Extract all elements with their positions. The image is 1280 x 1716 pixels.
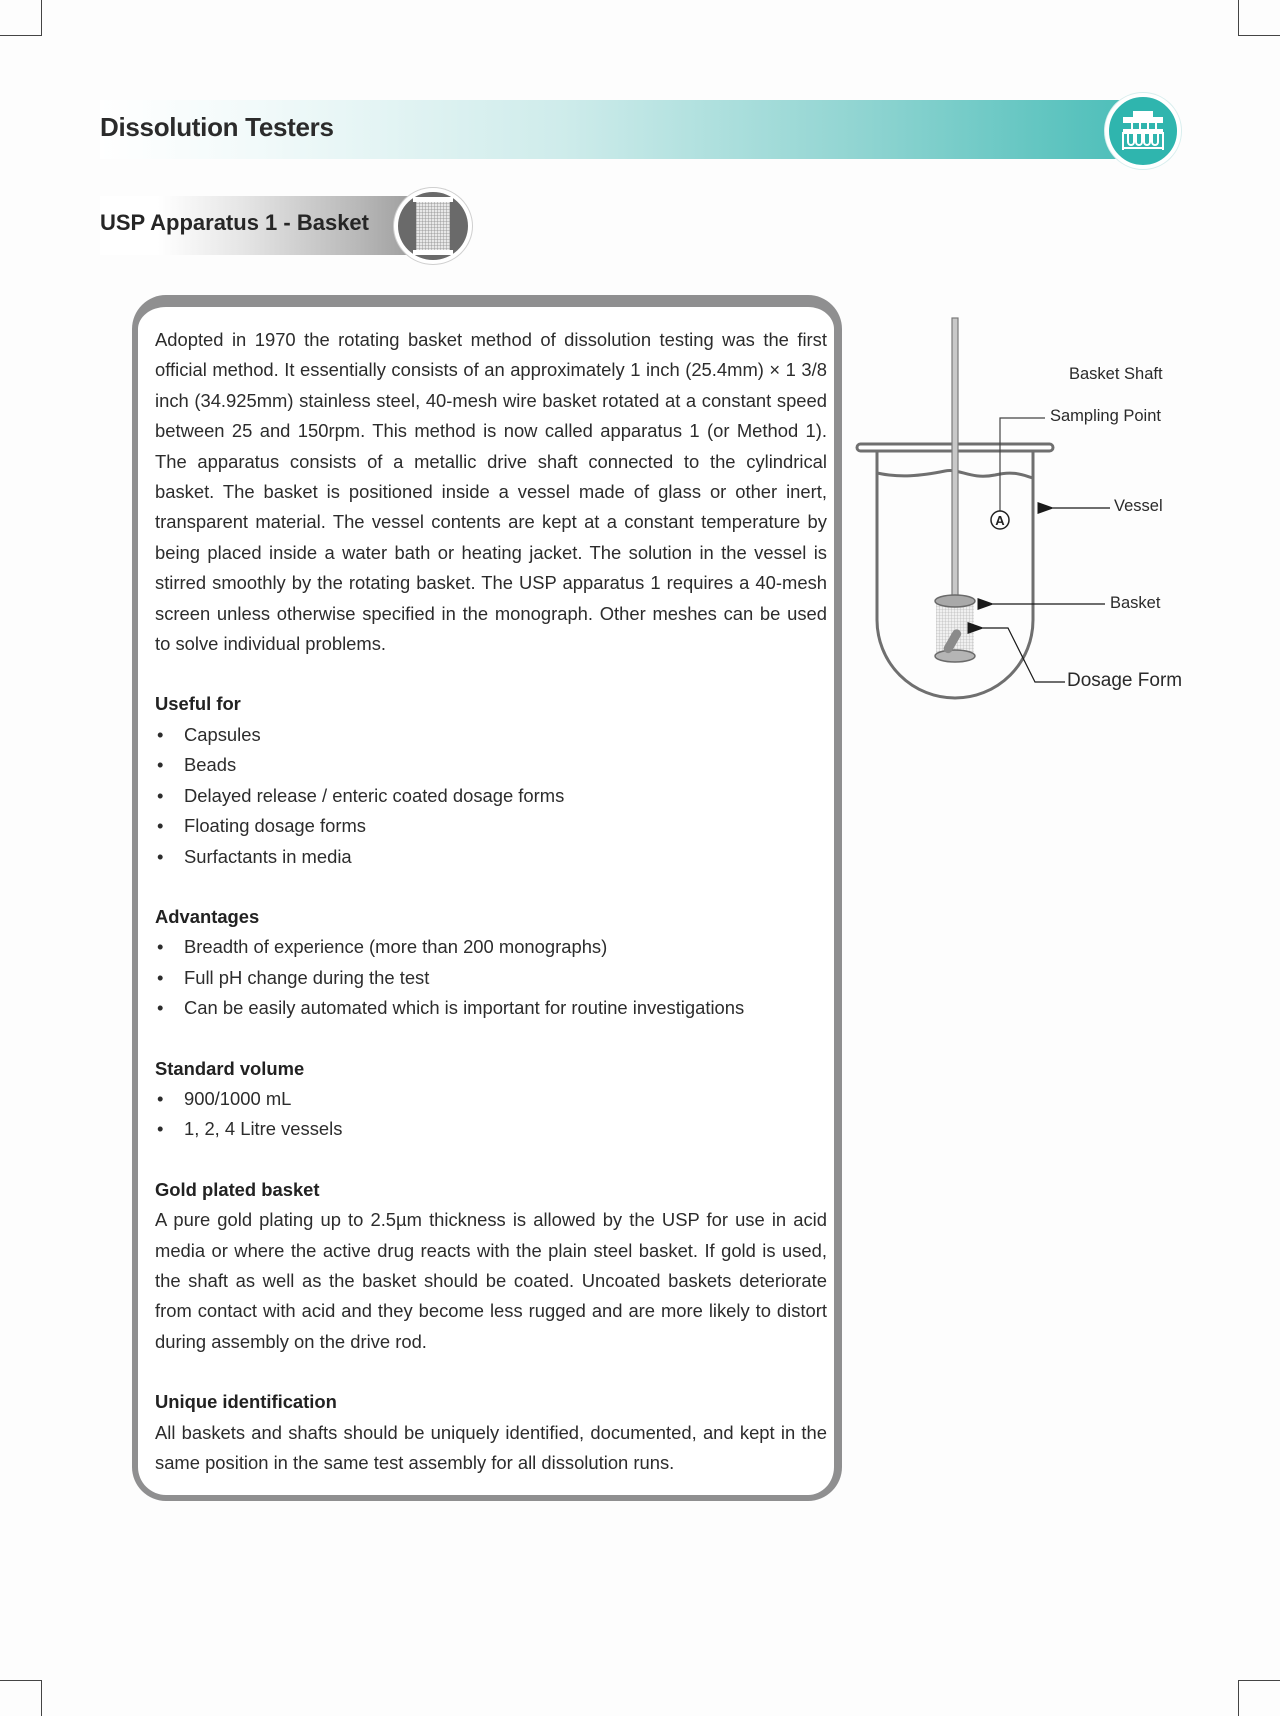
basket-apparatus-diagram	[840, 300, 1200, 720]
list-item	[155, 811, 827, 841]
list-item	[155, 1084, 827, 1114]
unique-id-paragraph: All baskets and shafts should be uniquely identified, documented, and kept in the same position in the same test assembly for all dissolution runs.	[155, 1421, 827, 1473]
header-badge	[1105, 93, 1181, 169]
list-item	[155, 932, 827, 962]
basket-bottom	[935, 650, 975, 662]
list-item-text: Floating dosage forms	[184, 815, 366, 837]
dissolution-tester-icon	[1120, 110, 1166, 152]
card-body	[155, 325, 827, 1478]
crop-mark-bottom-right	[1238, 1680, 1280, 1716]
label-basket: Basket	[1110, 594, 1161, 612]
unique-id-heading: Unique identification	[155, 1391, 337, 1413]
page-title: Dissolution Testers	[100, 112, 334, 142]
list-item-text: 900/1000 mL	[184, 1087, 292, 1109]
intro-paragraph: Adopted in 1970 the rotating basket method of dissolution testing was the first official method. It essentially consists of an approximately 1 inch (25.4mm) × 1 3/8 inch (34.925mm) stainless steel, 40-mesh wire basket rotated at a constant speed between 25 and 150rpm. This method is now called apparatus 1 (or Method 1). The apparatus consists of a metallic drive shaft connected to the cylindrical basket. The basket is positioned inside a vessel made of glass or other inert, transparent material. The vessel contents are kept at a constant temperature by being placed inside a water bath or heating jacket. The solution in the vessel is stirred smoothly by the rotating basket. The USP apparatus 1 requires a 40-mesh screen unless otherwise specified in the monograph. Other meshes can be used to solve individual problems.	[155, 329, 827, 655]
basket-mesh	[936, 602, 974, 656]
list-item	[155, 720, 827, 750]
bullet-icon: •	[157, 1118, 164, 1140]
section-badge	[394, 188, 472, 264]
list-item	[155, 963, 827, 993]
advantages-heading: Advantages	[155, 905, 260, 927]
bullet-icon: •	[157, 1087, 164, 1109]
list-item	[155, 993, 827, 1023]
bullet-icon: •	[157, 966, 164, 988]
header-banner	[100, 100, 1120, 159]
sampling-point-line	[1000, 418, 1045, 520]
label-sampling-point: Sampling Point	[1050, 407, 1161, 425]
bullet-icon: •	[157, 815, 164, 837]
label-dosage-form: Dosage Form	[1067, 670, 1183, 691]
basket-shaft	[952, 318, 958, 600]
basket-top	[935, 595, 975, 607]
section-title: USP Apparatus 1 - Basket	[100, 210, 369, 235]
gold-plated-paragraph: A pure gold plating up to 2.5µm thickness is allowed by the USP for use in acid media or where the active drug reacts with the plain steel basket. If gold is used, the shaft as well as the basket should be coated. Uncoated baskets deteriorate from contact with acid and they become less rugged and are more likely to distort during assembly on the drive rod.	[155, 1209, 827, 1352]
advantages-list	[155, 932, 827, 1023]
gold-plated-heading: Gold plated basket	[155, 1178, 320, 1200]
list-item-text: Delayed release / enteric coated dosage forms	[184, 784, 565, 806]
standard-volume-list	[155, 1084, 827, 1145]
crop-mark-bottom-left	[0, 1680, 42, 1716]
list-item-text: Breadth of experience (more than 200 monographs)	[184, 936, 608, 958]
crop-mark-top-left	[0, 0, 42, 36]
list-item	[155, 842, 827, 872]
list-item	[155, 781, 827, 811]
bullet-icon: •	[157, 845, 164, 867]
useful-for-heading: Useful for	[155, 693, 241, 715]
list-item-text: Surfactants in media	[184, 845, 352, 867]
bullet-icon: •	[157, 997, 164, 1019]
section-banner	[100, 196, 420, 255]
useful-for-list	[155, 720, 827, 872]
content-card	[132, 295, 842, 1501]
list-item-text: Capsules	[184, 723, 261, 745]
bullet-icon: •	[157, 754, 164, 776]
sampling-marker-letter: A	[995, 513, 1005, 528]
list-item-text: Beads	[184, 754, 237, 776]
list-item	[155, 750, 827, 780]
bullet-icon: •	[157, 723, 164, 745]
list-item-text: Can be easily automated which is important for routine investigations	[184, 997, 745, 1019]
crop-mark-top-right	[1238, 0, 1280, 36]
mesh-basket-icon	[413, 197, 453, 255]
label-vessel: Vessel	[1114, 497, 1163, 515]
standard-volume-heading: Standard volume	[155, 1057, 305, 1079]
bullet-icon: •	[157, 784, 164, 806]
list-item	[155, 1114, 827, 1144]
bullet-icon: •	[157, 936, 164, 958]
list-item-text: 1, 2, 4 Litre vessels	[184, 1118, 343, 1140]
label-basket-shaft: Basket Shaft	[1069, 365, 1163, 383]
list-item-text: Full pH change during the test	[184, 966, 430, 988]
